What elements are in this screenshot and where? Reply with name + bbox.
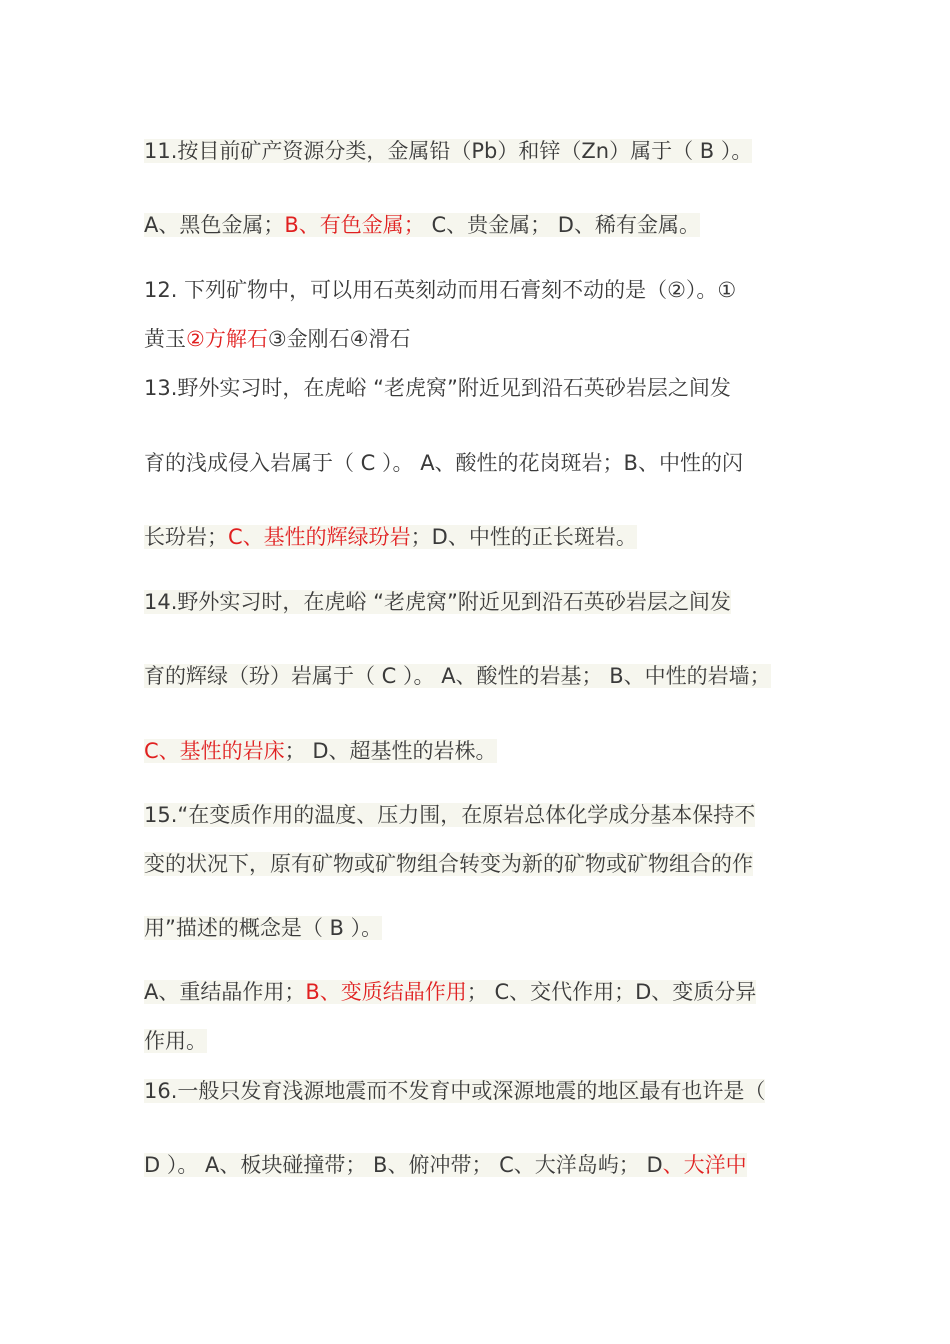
q12-stem: 12. 下列矿物中，可以用石英刻动而用石膏刻不动的是（②）。①: [144, 278, 737, 302]
q15-line-4: A、重结晶作用；B、变质结晶作用； C、交代作用；D、变质分异: [144, 980, 757, 1004]
q14-line-3: C、基性的岩床； D、超基性的岩株。: [144, 739, 497, 763]
q15-line-1: 15.“在变质作用的温度、压力围，在原岩总体化学成分基本保持不: [144, 803, 756, 827]
q15-line-5: 作用。: [144, 1029, 207, 1053]
q16-line-2: D ）。 A、板块碰撞带； B、俯冲带； C、大洋岛屿； D、大洋中: [144, 1153, 747, 1177]
q12-answer: ②方解石: [186, 327, 268, 351]
q13-line-2: 育的浅成侵入岩属于（ C ）。 A、酸性的花岗斑岩；B、中性的闪: [144, 451, 743, 475]
q11-option-b-answer: B、有色金属；: [284, 213, 425, 237]
q14-line-2: 育的辉绿（玢）岩属于（ C ）。 A、酸性的岩基； B、中性的岩墙；: [144, 664, 771, 688]
q16-answer: 、大洋中: [662, 1153, 747, 1177]
q14-answer: C、基性的岩床: [144, 739, 285, 763]
q15-line-3: 用”描述的概念是（ B ）。: [144, 916, 383, 940]
q15-answer: B、变质结晶作用: [305, 980, 467, 1004]
q13-line-3: 长玢岩；C、基性的辉绿玢岩；D、中性的正长斑岩。: [144, 525, 637, 549]
q11-option-a: A、黑色金属；: [144, 213, 285, 237]
q14-line-1: 14.野外实习时，在虎峪 “老虎窝”附近见到沿石英砂岩层之间发: [144, 590, 731, 614]
q13-answer: C、基性的辉绿玢岩: [228, 525, 411, 549]
q16-line-1: 16.一般只发育浅源地震而不发育中或深源地震的地区最有也许是（: [144, 1079, 766, 1103]
q15-line-2: 变的状况下，原有矿物或矿物组合转变为新的矿物或矿物组合的作: [144, 852, 753, 876]
q12-options: 黄玉②方解石③金刚石④滑石: [144, 327, 411, 351]
q13-line-1: 13.野外实习时，在虎峪 “老虎窝”附近见到沿石英砂岩层之间发: [144, 376, 731, 400]
q11-stem: 11.按目前矿产资源分类，金属铅（Pb）和锌（Zn）属于（ B ）。: [144, 139, 753, 163]
q11-option-cd: C、贵金属； D、稀有金属。: [424, 213, 700, 237]
q11-options: [144, 211, 700, 239]
